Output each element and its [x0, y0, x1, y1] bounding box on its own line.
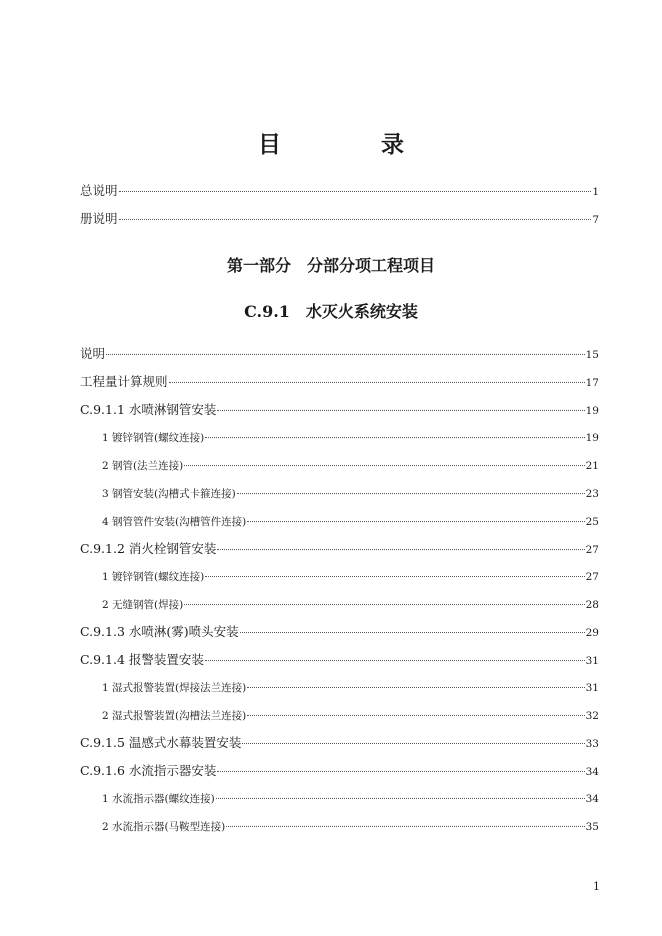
toc-entry-page: 21: [585, 460, 599, 472]
toc-entry-page: 7: [592, 214, 599, 226]
toc-entry-label: 总说明: [80, 183, 118, 198]
toc-entry-page: 33: [585, 738, 599, 750]
toc-entry-page: 31: [585, 655, 599, 667]
toc-entry-page: 34: [585, 793, 599, 805]
toc-leader-dots: [205, 660, 585, 661]
toc-entry-label: C.9.1.6 水流指示器安装: [80, 763, 217, 778]
toc-entry-page: 27: [585, 544, 599, 556]
toc-entry-label: 2 湿式报警装置(沟槽法兰连接): [102, 710, 247, 722]
toc-entry-label: C.9.1.4 报警装置安装: [80, 652, 204, 667]
toc-entry-page: 35: [585, 821, 599, 833]
footer-page-number: 1: [593, 880, 600, 893]
toc-entry-label: 3 钢管安装(沟槽式卡箍连接): [102, 488, 236, 500]
toc-entry-label: 1 水流指示器(螺纹连接): [102, 793, 215, 805]
toc-leader-dots: [217, 771, 584, 772]
toc-entry-volume-notes: [80, 211, 599, 228]
toc-leader-dots: [242, 743, 584, 744]
toc-entry: [80, 624, 599, 641]
toc-entry-page: 31: [585, 682, 599, 694]
toc-leader-dots: [237, 493, 585, 494]
toc-entry-label: 1 湿式报警装置(焊接法兰连接): [102, 682, 247, 694]
toc-leader-dots: [226, 826, 584, 827]
part-heading: 第一部分 分部分项工程项目: [226, 256, 435, 275]
toc-subentry: [102, 819, 599, 835]
toc-leader-dots: [217, 549, 584, 550]
toc-subentry: [102, 514, 599, 530]
toc-entry-label: C.9.1.3 水喷淋(雾)喷头安装: [80, 624, 239, 639]
toc-entry-label: 2 水流指示器(马鞍型连接): [102, 821, 226, 833]
toc-entry-page: 25: [585, 516, 599, 528]
toc-leader-dots: [184, 465, 584, 466]
toc-subentry: [102, 791, 599, 807]
toc-subentry: [102, 430, 599, 446]
toc-subentry: [102, 597, 599, 613]
toc-entry-label: 4 钢管管件安装(沟槽管件连接): [102, 516, 247, 528]
toc-leader-dots: [247, 521, 584, 522]
toc-entry-page: 23: [585, 488, 599, 500]
toc-leader-dots: [240, 632, 585, 633]
toc-leader-dots: [119, 191, 592, 192]
toc-entry-label: 册说明: [80, 211, 118, 226]
toc-entry-page: 28: [585, 599, 599, 611]
toc-entry-page: 27: [585, 571, 599, 583]
toc-leader-dots: [169, 382, 585, 383]
toc-leader-dots: [217, 410, 584, 411]
toc-entry-general-notes: [80, 183, 599, 200]
toc-leader-dots: [205, 576, 584, 577]
toc-subentry: [102, 680, 599, 696]
toc-entry: [80, 763, 599, 780]
toc-entry: [80, 374, 599, 391]
toc-entry-label: 2 无缝钢管(焊接): [102, 599, 184, 611]
toc-entry-label: 工程量计算规则: [80, 374, 168, 389]
toc-entry-label: C.9.1.1 水喷淋钢管安装: [80, 402, 217, 417]
toc-entry-label: C.9.1.5 温感式水幕装置安装: [80, 735, 242, 750]
toc-leader-dots: [184, 604, 584, 605]
toc-entry-page: 32: [585, 710, 599, 722]
toc-subentry: [102, 486, 599, 502]
toc-entry: [80, 402, 599, 419]
toc-subentry: [102, 569, 599, 585]
toc-entry-label: C.9.1.2 消火栓钢管安装: [80, 541, 217, 556]
chapter-heading: C.9.1 水灭火系统安装: [244, 302, 418, 321]
toc-entry-page: 1: [592, 186, 599, 198]
toc-entry-label: 2 钢管(法兰连接): [102, 460, 184, 472]
toc-entry: [80, 735, 599, 752]
toc-title: 目 录: [257, 131, 450, 158]
toc-entry: [80, 541, 599, 558]
toc-leader-dots: [216, 798, 585, 799]
toc-entry-page: 19: [585, 432, 599, 444]
toc-leader-dots: [247, 715, 584, 716]
toc-entry-page: 19: [585, 405, 599, 417]
toc-entry-label: 1 镀锌钢管(螺纹连接): [102, 432, 205, 444]
toc-subentry: [102, 458, 599, 474]
toc-entry-label: 1 镀锌钢管(螺纹连接): [102, 571, 205, 583]
toc-entry: [80, 652, 599, 669]
toc-leader-dots: [247, 687, 584, 688]
toc-entry-page: 29: [585, 627, 599, 639]
toc-entry-page: 15: [585, 349, 599, 361]
toc-subentry: [102, 708, 599, 724]
toc-entry: [80, 346, 599, 363]
toc-leader-dots: [106, 354, 585, 355]
toc-entry-page: 17: [585, 377, 599, 389]
toc-leader-dots: [119, 219, 592, 220]
toc-leader-dots: [205, 437, 584, 438]
toc-entry-label: 说明: [80, 346, 106, 361]
toc-entry-page: 34: [585, 766, 599, 778]
